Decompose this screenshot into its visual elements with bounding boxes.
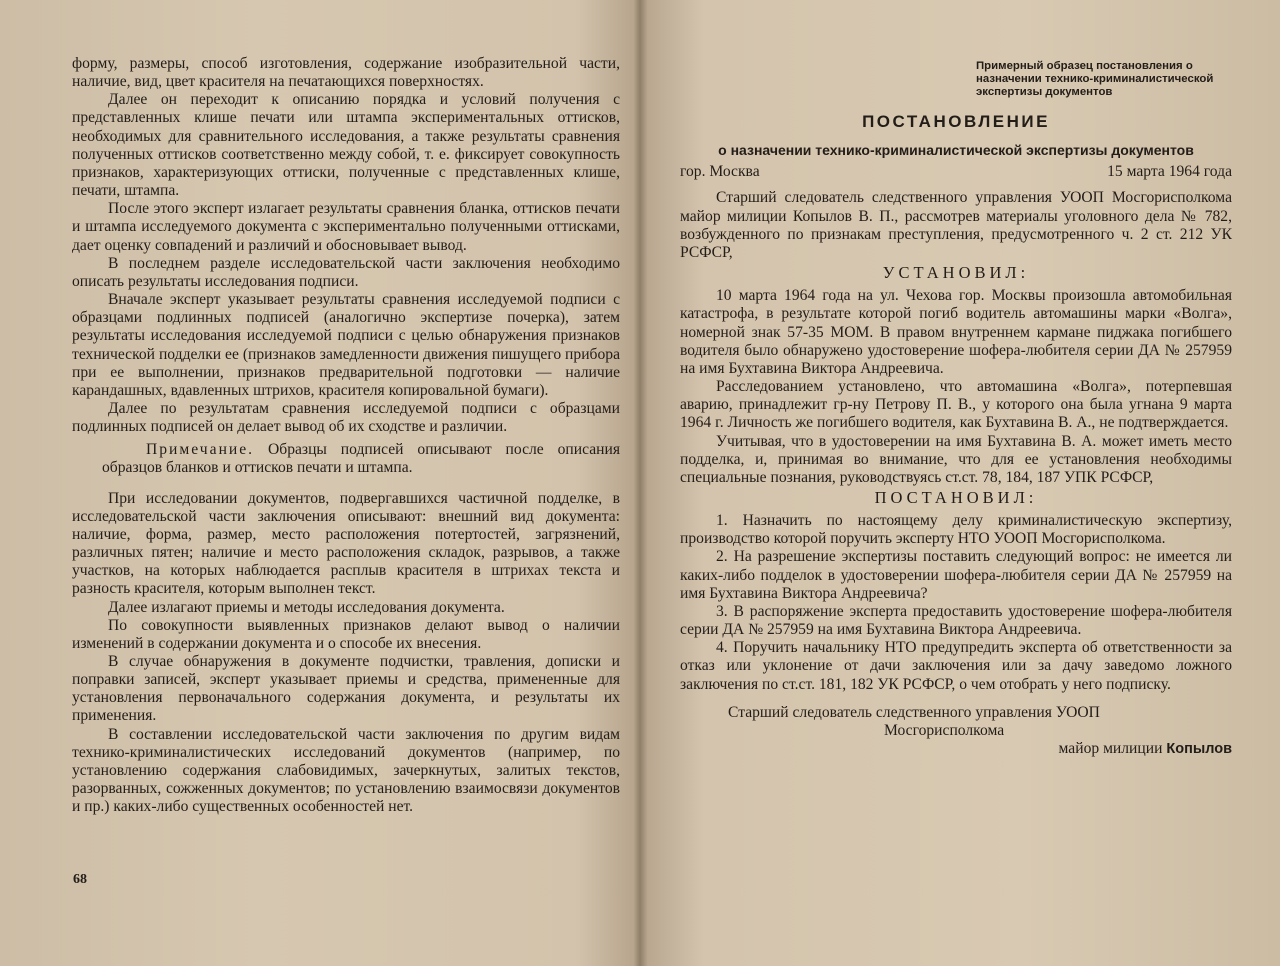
left-paragraph-1: форму, размеры, способ изготовления, содержание изобразительной части, наличие, вид, цвет красителя на печатающихся поверхностях. [72, 55, 620, 91]
left-paragraph-2: Далее он переходит к описанию порядка и условий получения с представленных клише печати или штампа экспериментальных оттисков, необходимых для сравнительного исследования, а также результаты сравнения полученных оттисков соответственно между собой, т. е. фиксирует совокупность признаков, характеризующих оттиски, полученные с представленных клише, печати, штампа. [72, 91, 620, 200]
intro-paragraph: Старший следователь следственного управления УООП Мосгорисполкома майор милиции Копылов В. П., рассмотрев материалы уголовного дела № 782, возбужденного по признакам преступления, предусмотренного ч. 2 ст. 212 УК РСФСР, [680, 189, 1232, 261]
left-paragraph-5: Вначале эксперт указывает результаты сравнения исследуемой подписи с образцами подлинных подписей (аналогично экспертизе почерка), затем результаты исследования исследуемой подписи с целью обнаружения признаков технической подделки ее (признаков замедленности движения пишущего прибора при ее выполнении, признаков предварительной подготовки — наличие карандашных, вдавленных штрихов, красителя копировальной бумаги). [72, 291, 620, 399]
signature-line-3 [680, 740, 1232, 758]
date: 15 марта 1964 года [1107, 163, 1232, 181]
resolved-item-1: 1. Назначить по настоящему делу криминалистическую экспертизу, производство которой поручить эксперту НТО УООП Мосгорисполкома. [680, 512, 1232, 548]
place: гор. Москва [680, 163, 760, 181]
page-number: 68 [73, 872, 87, 887]
signature-line-1: Старший следователь следственного управления УООП [728, 703, 1100, 721]
sample-heading: Примерный образец постановления о назначении технико-криминалистической экспертизы документов [976, 60, 1214, 98]
signature-rank: майор милиции [1058, 740, 1163, 757]
signature-block [680, 704, 1232, 758]
established-paragraph-3: Учитывая, что в удостоверении на имя Бухтавина В. А. может иметь место подделка, и, принимая во внимание, что для ее установления необходимы специальные познания, руководствуясь ст.ст. 78, 184, 187 УПК РСФСР, [680, 432, 1232, 486]
place-date-line [680, 163, 1232, 181]
left-paragraph-10: В случае обнаружения в документе подчистки, травления, дописки и поправки записей, эксперт указывает приемы и средства, примененные для установления первоначального содержания документа, и результаты их применения. [72, 653, 620, 725]
signature-line-2: Мосгорисполкома [884, 721, 1005, 739]
left-paragraph-8: Далее излагают приемы и методы исследования документа. [108, 598, 505, 616]
resolved-item-4: 4. Поручить начальнику НТО предупредить эксперта об ответственности за отказ или уклонение от дачи заключения или за дачу заведомо ложного заключения по ст.ст. 181, 182 УК РСФСР, о чем отобрать у него подписку. [680, 639, 1232, 693]
left-paragraph-9: По совокупности выявленных признаков делают вывод о наличии изменений в содержании документа и о способе их внесения. [72, 616, 620, 652]
established-paragraph-1: 10 марта 1964 года на ул. Чехова гор. Москвы произошла автомобильная катастрофа, в результате которой погиб водитель автомашины марки «Волга», номерной знак 57-35 МОМ. В правом внутреннем кармане пиджака погибшего водителя было обнаружено удостоверение шофера-любителя серии ДА № 257959 на имя Бухтавина Виктора Андреевича. [680, 287, 1232, 377]
resolved-heading: ПОСТАНОВИЛ: [874, 487, 1038, 507]
document-title: ПОСТАНОВЛЕНИЕ [862, 112, 1050, 131]
left-paragraph-3: После этого эксперт излагает результаты сравнения бланка, оттисков печати и штампа исследуемого документа с экспериментально полученными оттисками, дает оценку совпадений и различий и обосновывает вывод. [72, 200, 620, 254]
right-page-text [680, 60, 1232, 758]
resolved-item-3: 3. В распоряжение эксперта предоставить удостоверение шофера-любителя серии ДА № 257959 на имя Бухтавина Виктора Андреевича. [680, 602, 1232, 639]
signature-name: Копылов [1166, 741, 1232, 757]
left-page-text [72, 55, 620, 816]
document-subtitle: о назначении технико-криминалистической экспертизы документов [718, 142, 1194, 159]
note-label: Примечание. [146, 441, 255, 459]
established-paragraph-2: Расследованием установлено, что автомашина «Волга», потерпевшая аварию, принадлежит гр-ну Петрову П. В., у которого она была угнана 9 марта 1964 г. Личность же погибшего водителя, как Бухтавина В. А., не подтверждается. [680, 378, 1232, 432]
left-paragraph-11: В составлении исследовательской части заключения по другим видам технико-криминалистических исследований документов (например, по установлению содержания слабовидимых, зачеркнутых, залитых текстов, разорванных, сожженных документов; по установлению взаимосвязи документов и пр.) каких-либо существенных особенностей нет. [72, 725, 620, 816]
established-heading: УСТАНОВИЛ: [882, 263, 1030, 283]
note-text: Образцы подписей описывают после описания образцов бланков и оттисков печати и штампа. [102, 441, 620, 477]
left-paragraph-4: В последнем разделе исследовательской части заключения необходимо описать результаты исследования подписи. [72, 254, 620, 290]
left-paragraph-7: При исследовании документов, подвергавшихся частичной подделке, в исследовательской части заключения описывают: внешний вид документа: наличие, форма, размер, место расположения потертостей, загрязнений, различных пятен; наличие и место расположения складок, разрывов, а также участков, на которых наблюдается расплыв красителя в штрихах текста и разность красителя, которым выполнен текст. [72, 489, 620, 598]
note [72, 441, 620, 477]
spacer [72, 482, 620, 490]
resolved-item-2: 2. На разрешение экспертизы поставить следующий вопрос: не имеется ли каких-либо подделок в удостоверении шофера-любителя серии ДА № 257959 на имя Бухтавина Виктора Андреевича? [680, 548, 1232, 602]
left-paragraph-6: Далее по результатам сравнения исследуемой подписи с образцами подлинных подписей он делает вывод об их сходстве и различии. [72, 399, 620, 436]
